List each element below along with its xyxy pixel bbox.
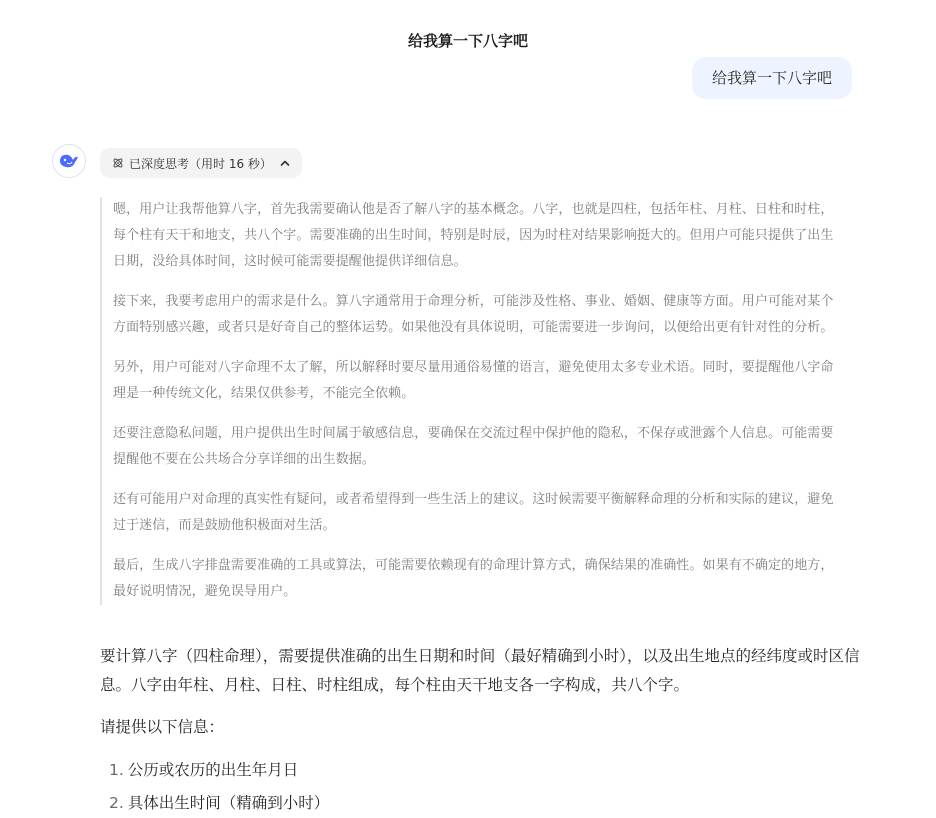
chevron-up-icon [280,159,290,167]
thinking-paragraph: 还要注意隐私问题，用户提供出生时间属于敏感信息，要确保在交流过程中保护他的隐私，不保存或泄露个人信息。可能需要提醒他不要在公共场合分享详细的出生数据。 [113,426,834,467]
thinking-content [100,197,844,605]
list-item-text: 公历或农历的出生年月日 [127,761,299,779]
atom-icon [112,157,124,169]
thinking-toggle-button[interactable] [100,148,302,178]
thinking-toggle-label: 已深度思考（用时 16 秒） [129,156,272,171]
answer-request: 请提供以下信息： [100,718,225,736]
list-item-text: 具体出生时间（精确到小时） [127,794,330,812]
deepseek-whale-icon [58,152,80,170]
thinking-paragraph: 还有可能用户对命理的真实性有疑问，或者希望得到一些生活上的建议。这时候需要平衡解释命理的分析和实际的建议，避免过于迷信，而是鼓励他积极面对生活。 [113,492,834,533]
thinking-paragraph: 接下来，我要考虑用户的需求是什么。算八字通常用于命理分析，可能涉及性格、事业、婚姻、健康等方面。用户可能对某个方面特别感兴趣，或者只是好奇自己的整体运势。如果他没有具体说明，可能需要进一步询问，以便给出更有针对性的分析。 [113,294,834,335]
assistant-answer [100,642,860,818]
list-item [109,754,860,787]
assistant-avatar [52,144,86,178]
answer-intro: 要计算八字（四柱命理），需要提供准确的出生日期和时间（最好精确到小时），以及出生地点的经纬度或时区信息。八字由年柱、月柱、日柱、时柱组成，每个柱由天干地支各一字构成，共八个字。 [100,647,860,694]
answer-list [100,754,860,818]
list-item-number: 1. [109,761,124,779]
thinking-paragraph: 另外，用户可能对八字命理不太了解，所以解释时要尽量用通俗易懂的语言，避免使用太多专业术语。同时，要提醒他八字命理是一种传统文化，结果仅供参考，不能完全依赖。 [113,360,834,401]
user-message-bubble: 给我算一下八字吧 [692,57,852,99]
conversation-title: 给我算一下八字吧 [407,32,528,50]
thinking-paragraph: 嗯，用户让我帮他算八字，首先我需要确认他是否了解八字的基本概念。八字，也就是四柱，包括年柱、月柱、日柱和时柱，每个柱有天干和地支，共八个字。需要准确的出生时间，特别是时辰，因为时柱对结果影响挺大的。但用户可能只提供了出生日期，没给具体时间，这时候可能需要提醒他提供详细信息。 [113,202,834,269]
list-item-number: 2. [109,794,124,812]
list-item [109,787,860,818]
thinking-paragraph: 最后，生成八字排盘需要准确的工具或算法，可能需要依赖现有的命理计算方式，确保结果的准确性。如果有不确定的地方，最好说明情况，避免误导用户。 [113,558,834,599]
